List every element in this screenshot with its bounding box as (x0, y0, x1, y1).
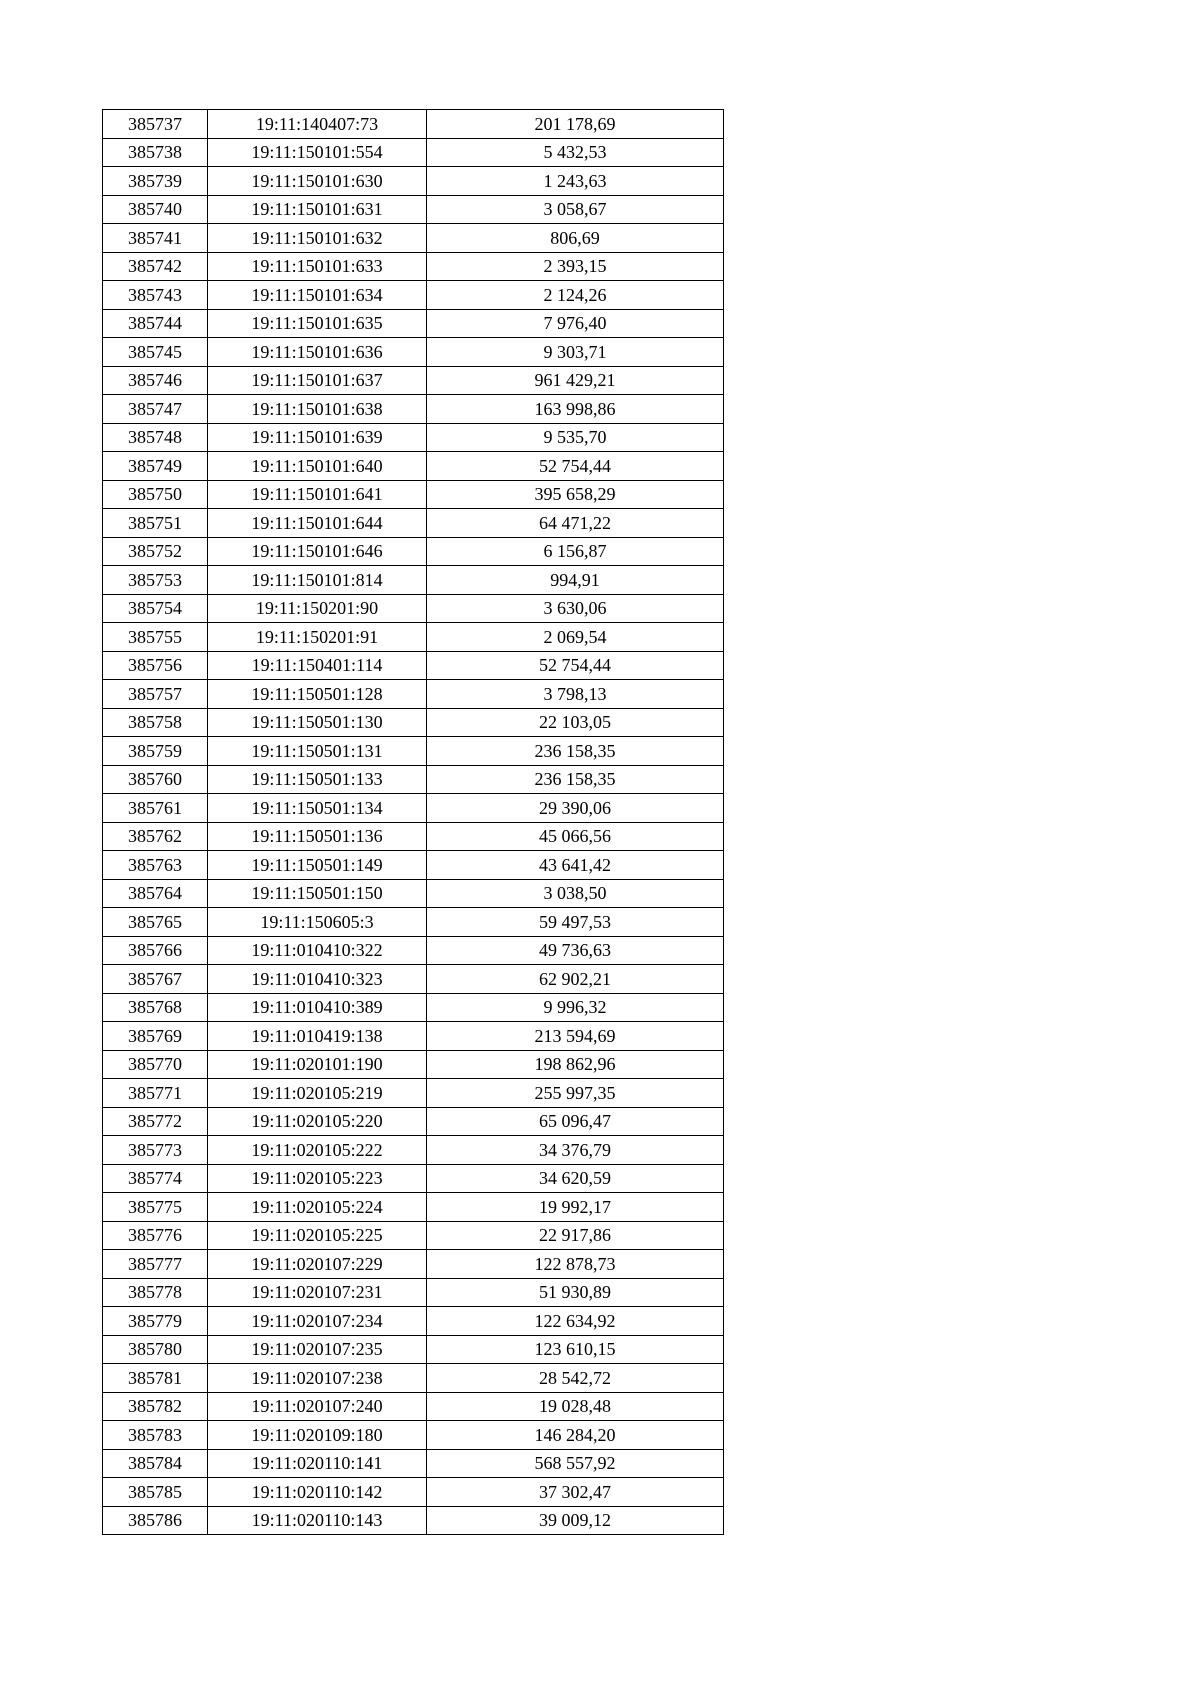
row-number-cell: 385758 (103, 708, 208, 737)
table-row (103, 594, 724, 623)
cadastral-number-cell: 19:11:150501:134 (208, 794, 427, 823)
amount-cell: 45 066,56 (427, 822, 724, 851)
row-number-cell: 385775 (103, 1193, 208, 1222)
amount-cell: 59 497,53 (427, 908, 724, 937)
table-row (103, 1164, 724, 1193)
row-number-cell: 385782 (103, 1392, 208, 1421)
amount-cell: 122 634,92 (427, 1307, 724, 1336)
row-number-cell: 385767 (103, 965, 208, 994)
row-number-cell: 385781 (103, 1364, 208, 1393)
cadastral-number-cell: 19:11:150605:3 (208, 908, 427, 937)
cadastral-number-cell: 19:11:150101:635 (208, 309, 427, 338)
amount-cell: 2 393,15 (427, 252, 724, 281)
cadastral-number-cell: 19:11:020105:223 (208, 1164, 427, 1193)
row-number-cell: 385776 (103, 1221, 208, 1250)
cadastral-number-cell: 19:11:150401:114 (208, 651, 427, 680)
amount-cell: 395 658,29 (427, 480, 724, 509)
amount-cell: 34 620,59 (427, 1164, 724, 1193)
row-number-cell: 385755 (103, 623, 208, 652)
table-row (103, 281, 724, 310)
amount-cell: 146 284,20 (427, 1421, 724, 1450)
table-row (103, 1107, 724, 1136)
amount-cell: 201 178,69 (427, 110, 724, 139)
table-row (103, 879, 724, 908)
amount-cell: 2 124,26 (427, 281, 724, 310)
table-row (103, 452, 724, 481)
cadastral-number-cell: 19:11:020110:143 (208, 1506, 427, 1535)
cadastral-number-cell: 19:11:150101:632 (208, 224, 427, 253)
amount-cell: 236 158,35 (427, 765, 724, 794)
cadastral-number-cell: 19:11:020105:225 (208, 1221, 427, 1250)
cadastral-number-cell: 19:11:150101:639 (208, 423, 427, 452)
table-row (103, 1335, 724, 1364)
cadastral-number-cell: 19:11:150101:636 (208, 338, 427, 367)
amount-cell: 122 878,73 (427, 1250, 724, 1279)
row-number-cell: 385765 (103, 908, 208, 937)
table-row (103, 1136, 724, 1165)
amount-cell: 22 103,05 (427, 708, 724, 737)
cadastral-number-cell: 19:11:010410:323 (208, 965, 427, 994)
cadastral-number-cell: 19:11:150201:90 (208, 594, 427, 623)
cadastral-number-cell: 19:11:150501:149 (208, 851, 427, 880)
row-number-cell: 385780 (103, 1335, 208, 1364)
cadastral-number-cell: 19:11:150501:150 (208, 879, 427, 908)
table-row (103, 1506, 724, 1535)
row-number-cell: 385737 (103, 110, 208, 139)
amount-cell: 49 736,63 (427, 936, 724, 965)
table-row (103, 167, 724, 196)
amount-cell: 994,91 (427, 566, 724, 595)
amount-cell: 9 303,71 (427, 338, 724, 367)
cadastral-number-cell: 19:11:020105:219 (208, 1079, 427, 1108)
cadastral-number-cell: 19:11:020105:224 (208, 1193, 427, 1222)
table-body (103, 110, 724, 1535)
table-row (103, 651, 724, 680)
row-number-cell: 385779 (103, 1307, 208, 1336)
cadastral-number-cell: 19:11:020109:180 (208, 1421, 427, 1450)
row-number-cell: 385749 (103, 452, 208, 481)
amount-cell: 806,69 (427, 224, 724, 253)
table-row (103, 1449, 724, 1478)
amount-cell: 213 594,69 (427, 1022, 724, 1051)
amount-cell: 19 028,48 (427, 1392, 724, 1421)
row-number-cell: 385742 (103, 252, 208, 281)
row-number-cell: 385760 (103, 765, 208, 794)
data-table (102, 109, 724, 1535)
row-number-cell: 385770 (103, 1050, 208, 1079)
amount-cell: 5 432,53 (427, 138, 724, 167)
cadastral-number-cell: 19:11:150101:637 (208, 366, 427, 395)
row-number-cell: 385761 (103, 794, 208, 823)
row-number-cell: 385739 (103, 167, 208, 196)
amount-cell: 198 862,96 (427, 1050, 724, 1079)
table-row (103, 566, 724, 595)
row-number-cell: 385738 (103, 138, 208, 167)
row-number-cell: 385769 (103, 1022, 208, 1051)
row-number-cell: 385763 (103, 851, 208, 880)
amount-cell: 123 610,15 (427, 1335, 724, 1364)
amount-cell: 64 471,22 (427, 509, 724, 538)
table-row (103, 680, 724, 709)
amount-cell: 22 917,86 (427, 1221, 724, 1250)
amount-cell: 52 754,44 (427, 452, 724, 481)
row-number-cell: 385778 (103, 1278, 208, 1307)
table-row (103, 224, 724, 253)
cadastral-number-cell: 19:11:020107:238 (208, 1364, 427, 1393)
amount-cell: 3 630,06 (427, 594, 724, 623)
cadastral-number-cell: 19:11:150201:91 (208, 623, 427, 652)
amount-cell: 7 976,40 (427, 309, 724, 338)
amount-cell: 62 902,21 (427, 965, 724, 994)
amount-cell: 29 390,06 (427, 794, 724, 823)
amount-cell: 19 992,17 (427, 1193, 724, 1222)
table-row (103, 110, 724, 139)
table-row (103, 537, 724, 566)
cadastral-number-cell: 19:11:010410:322 (208, 936, 427, 965)
amount-cell: 51 930,89 (427, 1278, 724, 1307)
row-number-cell: 385757 (103, 680, 208, 709)
table-row (103, 309, 724, 338)
cadastral-number-cell: 19:11:150501:130 (208, 708, 427, 737)
cadastral-number-cell: 19:11:020105:222 (208, 1136, 427, 1165)
cadastral-number-cell: 19:11:150101:630 (208, 167, 427, 196)
cadastral-number-cell: 19:11:150501:136 (208, 822, 427, 851)
cadastral-number-cell: 19:11:150101:633 (208, 252, 427, 281)
cadastral-number-cell: 19:11:150501:133 (208, 765, 427, 794)
table-row (103, 138, 724, 167)
table-row (103, 936, 724, 965)
row-number-cell: 385774 (103, 1164, 208, 1193)
amount-cell: 568 557,92 (427, 1449, 724, 1478)
cadastral-number-cell: 19:11:020101:190 (208, 1050, 427, 1079)
amount-cell: 2 069,54 (427, 623, 724, 652)
table-row (103, 423, 724, 452)
table-row (103, 737, 724, 766)
row-number-cell: 385745 (103, 338, 208, 367)
cadastral-number-cell: 19:11:020107:235 (208, 1335, 427, 1364)
table-row (103, 993, 724, 1022)
table-row (103, 851, 724, 880)
row-number-cell: 385740 (103, 195, 208, 224)
table-row (103, 623, 724, 652)
amount-cell: 255 997,35 (427, 1079, 724, 1108)
table-row (103, 195, 724, 224)
table-row (103, 509, 724, 538)
row-number-cell: 385750 (103, 480, 208, 509)
cadastral-number-cell: 19:11:150101:631 (208, 195, 427, 224)
table-row (103, 480, 724, 509)
row-number-cell: 385783 (103, 1421, 208, 1450)
row-number-cell: 385744 (103, 309, 208, 338)
row-number-cell: 385773 (103, 1136, 208, 1165)
table-row (103, 794, 724, 823)
row-number-cell: 385752 (103, 537, 208, 566)
row-number-cell: 385753 (103, 566, 208, 595)
table-row (103, 1022, 724, 1051)
amount-cell: 9 535,70 (427, 423, 724, 452)
row-number-cell: 385786 (103, 1506, 208, 1535)
amount-cell: 37 302,47 (427, 1478, 724, 1507)
cadastral-number-cell: 19:11:020107:229 (208, 1250, 427, 1279)
table-row (103, 1050, 724, 1079)
amount-cell: 236 158,35 (427, 737, 724, 766)
amount-cell: 52 754,44 (427, 651, 724, 680)
amount-cell: 6 156,87 (427, 537, 724, 566)
row-number-cell: 385785 (103, 1478, 208, 1507)
row-number-cell: 385741 (103, 224, 208, 253)
table-row (103, 1221, 724, 1250)
cadastral-number-cell: 19:11:020107:231 (208, 1278, 427, 1307)
table-row (103, 338, 724, 367)
amount-cell: 3 798,13 (427, 680, 724, 709)
cadastral-number-cell: 19:11:010419:138 (208, 1022, 427, 1051)
cadastral-number-cell: 19:11:150501:131 (208, 737, 427, 766)
cadastral-number-cell: 19:11:150501:128 (208, 680, 427, 709)
table-row (103, 1364, 724, 1393)
amount-cell: 1 243,63 (427, 167, 724, 196)
cadastral-number-cell: 19:11:020107:234 (208, 1307, 427, 1336)
table-row (103, 252, 724, 281)
amount-cell: 28 542,72 (427, 1364, 724, 1393)
row-number-cell: 385748 (103, 423, 208, 452)
cadastral-number-cell: 19:11:020110:142 (208, 1478, 427, 1507)
table-row (103, 1278, 724, 1307)
amount-cell: 961 429,21 (427, 366, 724, 395)
row-number-cell: 385766 (103, 936, 208, 965)
cadastral-number-cell: 19:11:020107:240 (208, 1392, 427, 1421)
row-number-cell: 385756 (103, 651, 208, 680)
amount-cell: 43 641,42 (427, 851, 724, 880)
cadastral-number-cell: 19:11:020110:141 (208, 1449, 427, 1478)
table-row (103, 1307, 724, 1336)
row-number-cell: 385747 (103, 395, 208, 424)
row-number-cell: 385771 (103, 1079, 208, 1108)
table-row (103, 1478, 724, 1507)
table-row (103, 1250, 724, 1279)
table-row (103, 395, 724, 424)
row-number-cell: 385768 (103, 993, 208, 1022)
cadastral-number-cell: 19:11:020105:220 (208, 1107, 427, 1136)
cadastral-number-cell: 19:11:010410:389 (208, 993, 427, 1022)
amount-cell: 3 058,67 (427, 195, 724, 224)
amount-cell: 9 996,32 (427, 993, 724, 1022)
cadastral-number-cell: 19:11:140407:73 (208, 110, 427, 139)
table-row (103, 708, 724, 737)
row-number-cell: 385784 (103, 1449, 208, 1478)
cadastral-number-cell: 19:11:150101:646 (208, 537, 427, 566)
table-row (103, 1421, 724, 1450)
table-row (103, 765, 724, 794)
amount-cell: 3 038,50 (427, 879, 724, 908)
table-row (103, 1392, 724, 1421)
table-row (103, 1079, 724, 1108)
amount-cell: 39 009,12 (427, 1506, 724, 1535)
table-row (103, 965, 724, 994)
table-row (103, 1193, 724, 1222)
table-row (103, 822, 724, 851)
row-number-cell: 385762 (103, 822, 208, 851)
amount-cell: 65 096,47 (427, 1107, 724, 1136)
table-row (103, 908, 724, 937)
row-number-cell: 385751 (103, 509, 208, 538)
amount-cell: 163 998,86 (427, 395, 724, 424)
row-number-cell: 385754 (103, 594, 208, 623)
cadastral-number-cell: 19:11:150101:640 (208, 452, 427, 481)
row-number-cell: 385746 (103, 366, 208, 395)
cadastral-number-cell: 19:11:150101:638 (208, 395, 427, 424)
cadastral-number-cell: 19:11:150101:814 (208, 566, 427, 595)
amount-cell: 34 376,79 (427, 1136, 724, 1165)
cadastral-number-cell: 19:11:150101:554 (208, 138, 427, 167)
row-number-cell: 385772 (103, 1107, 208, 1136)
row-number-cell: 385759 (103, 737, 208, 766)
cadastral-number-cell: 19:11:150101:644 (208, 509, 427, 538)
row-number-cell: 385777 (103, 1250, 208, 1279)
row-number-cell: 385743 (103, 281, 208, 310)
cadastral-number-cell: 19:11:150101:634 (208, 281, 427, 310)
row-number-cell: 385764 (103, 879, 208, 908)
table-row (103, 366, 724, 395)
cadastral-number-cell: 19:11:150101:641 (208, 480, 427, 509)
